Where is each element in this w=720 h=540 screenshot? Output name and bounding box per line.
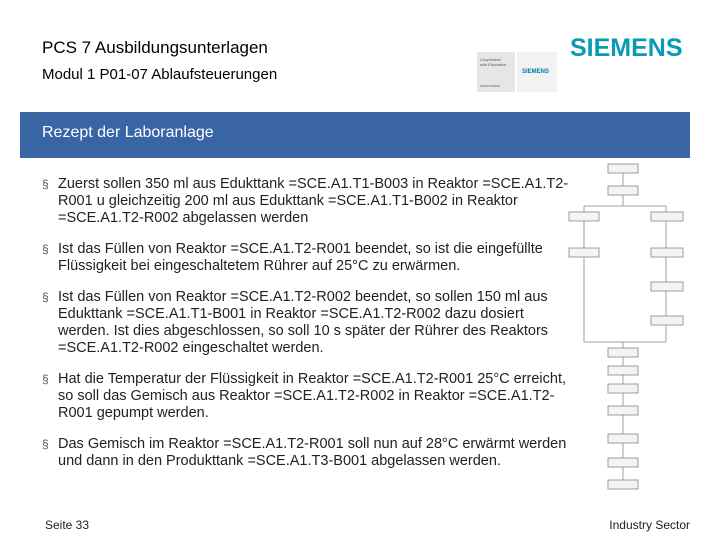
bullet-text: Zuerst sollen 350 ml aus Edukttank =SCE.A1.T1-B003 in Reaktor =SCE.A1.T2-R001 u gleichzeitig 200 ml aus Edukttank =SCE.A1.T1-B002 in Reaktor =SCE.A1.T2-R002 abgelassen werden <box>58 176 569 226</box>
cwe-logo-left-panel <box>477 52 515 92</box>
bullet-marker-icon: § <box>42 372 49 386</box>
section-title: Rezept der Laboranlage <box>42 124 214 141</box>
sfc-flow-diagram-icon <box>566 162 690 494</box>
bullet-item <box>42 176 570 227</box>
bullet-marker-icon: § <box>42 290 49 304</box>
bullet-item <box>42 371 570 422</box>
bullet-marker-icon: § <box>42 177 49 191</box>
cwe-logo-line3: Automation <box>480 83 501 88</box>
bullet-text: Ist das Füllen von Reaktor =SCE.A1.T2-R002 beendet, so sollen 150 ml aus Edukttank =SCE.A1.T1-B001 in Reaktor =SCE.A1.T2-R002 dazu dosiert werden. Ist dies abgeschlossen, so soll 10 s später der Rührer des Reaktors =SCE.A1.T2-R002 eingeschaltet werden. <box>58 289 549 356</box>
bullet-item <box>42 289 570 357</box>
sector-label: Industry Sector <box>609 518 690 532</box>
siemens-logo: SIEMENS <box>570 34 683 62</box>
slide-subtitle: Modul 1 P01-07 Ablaufsteuerungen <box>42 66 278 83</box>
slide-title: PCS 7 Ausbildungsunterlagen <box>42 38 268 57</box>
bullet-text: Das Gemisch im Reaktor =SCE.A1.T2-R001 soll nun auf 28°C erwärmt werden und dann in den Produkttank =SCE.A1.T3-B001 abgelassen werden. <box>58 436 567 469</box>
bullet-item <box>42 241 570 275</box>
bullet-item <box>42 436 570 470</box>
page-number: Seite 33 <box>45 518 90 532</box>
section-banner <box>20 112 690 158</box>
cwe-logo-siemens: SIEMENS <box>522 69 550 75</box>
bullet-text: Ist das Füllen von Reaktor =SCE.A1.T2-R001 beendet, so ist die eingefüllte Flüssigkeit bei eingeschaltetem Rührer auf 25°C zu erwärmen. <box>58 241 543 274</box>
cwe-logo-right-panel <box>517 52 557 92</box>
bullet-marker-icon: § <box>42 242 49 256</box>
cwe-logo-line1: Cooperates <box>480 57 501 62</box>
copyright-notice: © Siemens AG 2011. Alle Rechte vorbehalten. <box>445 500 690 514</box>
recipe-bullet-list <box>42 176 570 484</box>
cwe-logo-line2: with Education <box>480 62 507 67</box>
bullet-text: Hat die Temperatur der Flüssigkeit in Reaktor =SCE.A1.T2-R001 25°C erreicht, so soll das Gemisch aus Reaktor =SCE.A1.T2-R002 in Reaktor =SCE.A1.T2-R001 gepumpt werden. <box>58 371 567 421</box>
bullet-marker-icon: § <box>42 437 49 451</box>
cooperates-with-education-logo <box>477 52 557 92</box>
